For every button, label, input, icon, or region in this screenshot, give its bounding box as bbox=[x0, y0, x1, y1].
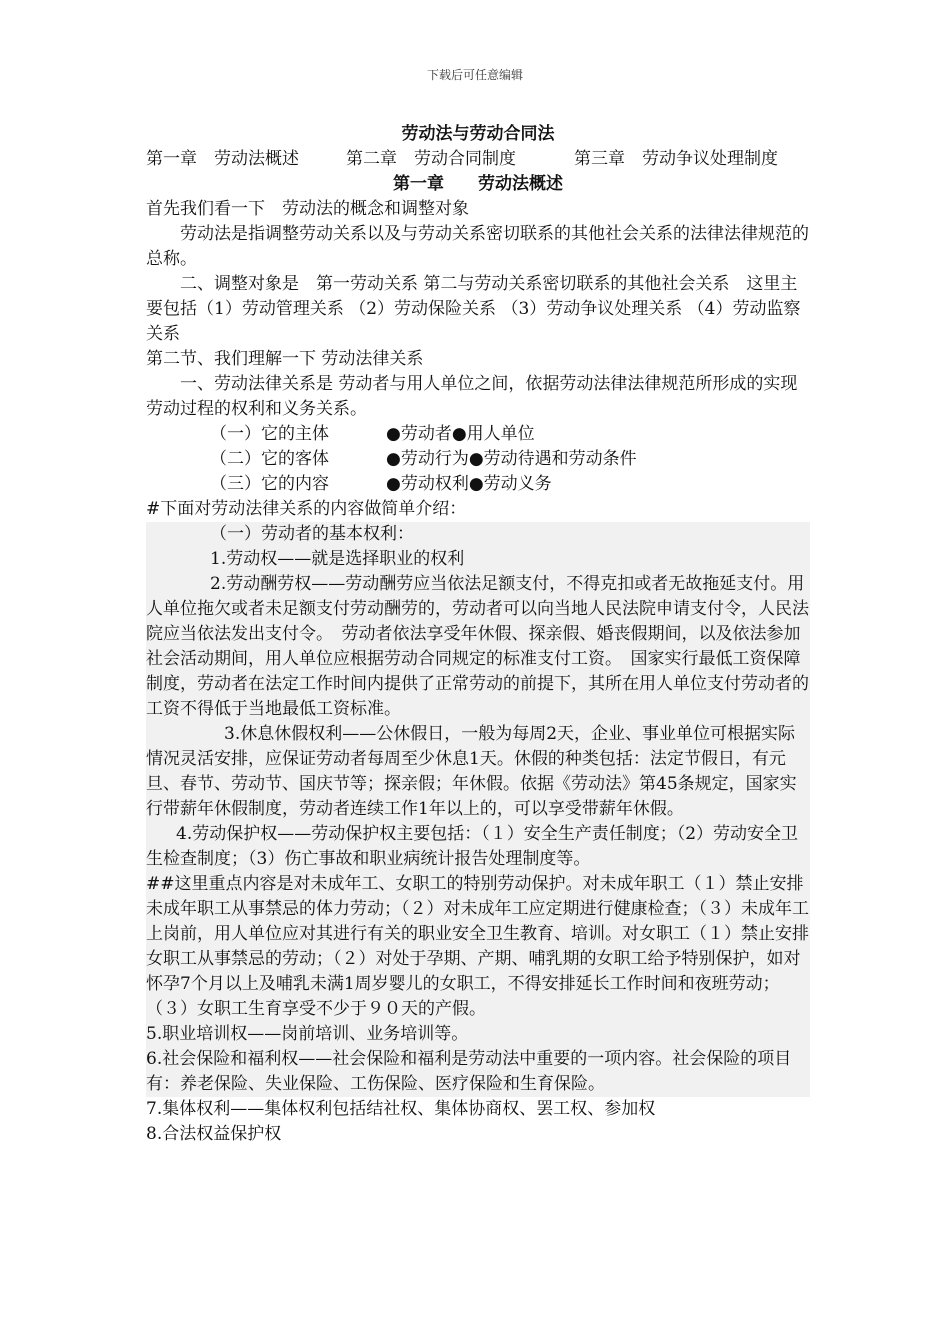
rights-heading: （一）劳动者的基本权利： bbox=[210, 524, 414, 544]
document-body bbox=[146, 122, 810, 1147]
right-3: 3.休息休假权利——公休假日，一般为每周2天，企业、事业单位可根据实际情况灵活安排，应保证劳动者每周至少休息1天。休假的种类包括：法定节假日，有元旦、春节、劳动节、国庆节等；探亲假；年休假。依据《劳动法》第45条规定，国家实行带薪年休假制度，劳动者连续工作1年以上的，可以享受带薪年休假。 bbox=[146, 724, 797, 819]
element-row bbox=[146, 472, 810, 497]
toc-item-3[interactable]: 第三章 劳动争议处理制度 bbox=[574, 149, 778, 169]
element-value: ●劳动行为●劳动待遇和劳动条件 bbox=[386, 449, 637, 469]
right-4-note: ##这里重点内容是对未成年工、女职工的特别劳动保护。对未成年职工（１）禁止安排未成年职工从事禁忌的体力劳动；（２）对未成年工应定期进行健康检查；（３）未成年工上岗前，用人单位应对其进行有关的职业安全卫生教育、培训。对女职工（１）禁止安排女职工从事禁忌的劳动；（２）对处于孕期、产期、哺乳期的女职工给予特别保护，如对怀孕7个月以上及哺乳未满1周岁婴儿的女职工，不得安排延长工作时间和夜班劳动；（３）女职工生育享受不少于９０天的产假。 bbox=[146, 874, 809, 1019]
right-8: 8.合法权益保护权 bbox=[146, 1124, 282, 1144]
section-2-heading: 第二节、我们理解一下 劳动法律关系 bbox=[146, 349, 424, 369]
element-label: （三）它的内容 bbox=[210, 474, 329, 494]
toc-item-2[interactable]: 第二章 劳动合同制度 bbox=[346, 149, 516, 169]
element-row bbox=[146, 422, 810, 447]
intro-line: 首先我们看一下 劳动法的概念和调整对象 bbox=[146, 199, 469, 219]
element-row bbox=[146, 447, 810, 472]
objects-paragraph: 二、调整对象是 第一劳动关系 第二与劳动关系密切联系的其他社会关系 这里主要包括（1）劳动管理关系 （2）劳动保险关系 （3）劳动争议处理关系 （4）劳动监察关系 bbox=[146, 274, 801, 344]
element-value: ●劳动权利●劳动义务 bbox=[386, 474, 552, 494]
header-note: 下载后可任意编辑 bbox=[426, 68, 523, 82]
document-title: 劳动法与劳动合同法 bbox=[401, 124, 555, 144]
hash-note: #下面对劳动法律关系的内容做简单介绍： bbox=[146, 499, 467, 519]
rights-section bbox=[146, 522, 810, 1097]
right-6: 6.社会保险和福利权——社会保险和福利是劳动法中重要的一项内容。社会保险的项目有：养老保险、失业保险、工伤保险、医疗保险和生育保险。 bbox=[146, 1049, 792, 1094]
definition-paragraph: 劳动法是指调整劳动关系以及与劳动关系密切联系的其他社会关系的法律法律规范的总称。 bbox=[146, 224, 809, 269]
chapter-title: 第一章 劳动法概述 bbox=[393, 174, 563, 194]
right-2: 2.劳动酬劳权——劳动酬劳应当依法足额支付，不得克扣或者无故拖延支付。用人单位拖欠或者未足额支付劳动酬劳的，劳动者可以向当地人民法院申请支付令，人民法院应当依法发出支付令。 劳动者依法享受年休假、探亲假、婚丧假期间，以及依法参加社会活动期间，用人单位应根据劳动合同规定的标准支付工资。 国家实行最低工资保障制度，劳动者在法定工作时间内提供了正常劳动的前提下，其所在用人单位支付劳动者的工资不得低于当地最低工资标准。 bbox=[146, 574, 809, 719]
element-label: （二）它的客体 bbox=[210, 449, 329, 469]
relation-definition: 一、劳动法律关系是 劳动者与用人单位之间，依据劳动法律法律规范所形成的实现劳动过程的权利和义务关系。 bbox=[146, 374, 798, 419]
element-label: （一）它的主体 bbox=[210, 424, 329, 444]
element-value: ●劳动者●用人单位 bbox=[386, 424, 535, 444]
right-4: 4.劳动保护权——劳动保护权主要包括：（１）安全生产责任制度；（2）劳动安全卫生检查制度；（3）伤亡事故和职业病统计报告处理制度等。 bbox=[146, 824, 799, 869]
toc-item-1[interactable]: 第一章 劳动法概述 bbox=[146, 149, 299, 169]
right-1: 1.劳动权——就是选择职业的权利 bbox=[210, 549, 465, 569]
table-of-contents bbox=[146, 147, 810, 172]
right-7: 7.集体权利——集体权利包括结社权、集体协商权、罢工权、参加权 bbox=[146, 1099, 656, 1119]
right-5: 5.职业培训权——岗前培训、业务培训等。 bbox=[146, 1024, 469, 1044]
